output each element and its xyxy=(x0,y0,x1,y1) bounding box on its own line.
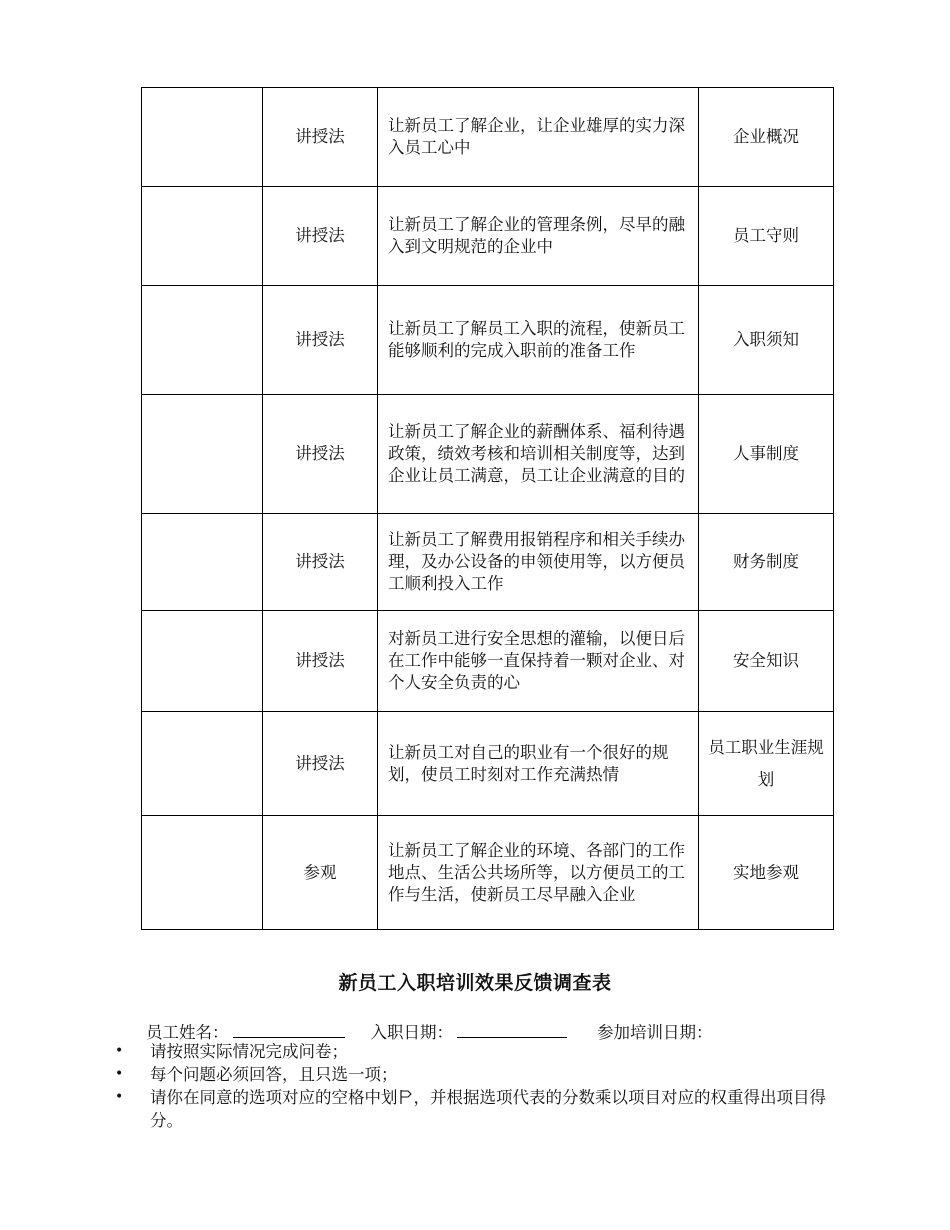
bullet-icon: • xyxy=(115,1043,124,1059)
method-cell: 讲授法 xyxy=(263,395,378,514)
topic-cell: 入职须知 xyxy=(699,286,834,395)
method-cell: 讲授法 xyxy=(263,611,378,712)
blank-cell xyxy=(142,88,263,187)
blank-cell xyxy=(142,286,263,395)
table-row xyxy=(142,816,834,930)
blank-cell xyxy=(142,514,263,611)
topic-cell: 人事制度 xyxy=(699,395,834,514)
table-row xyxy=(142,514,834,611)
table-row xyxy=(142,286,834,395)
purpose-cell: 让新员工了解企业的管理条例，尽早的融入到文明规范的企业中 xyxy=(378,187,699,286)
method-cell: 讲授法 xyxy=(263,286,378,395)
blank-cell xyxy=(142,187,263,286)
list-item xyxy=(112,1040,852,1063)
survey-title: 新员工入职培训效果反馈调查表 xyxy=(338,972,612,994)
table-row xyxy=(142,395,834,514)
employee-name-blank[interactable] xyxy=(233,1019,345,1038)
employee-name-label: 员工姓名： xyxy=(146,1023,229,1042)
table-row xyxy=(142,187,834,286)
instruction-text: 请你在同意的选项对应的空格中划 xyxy=(150,1088,398,1107)
instruction-text-cont: ，并根据选项代表的分数乘以项目对应的权重得出项目得分。 xyxy=(150,1088,826,1130)
table-row xyxy=(142,611,834,712)
flag-icon xyxy=(399,1089,413,1105)
topic-cell: 员工职业生涯规划 xyxy=(699,712,834,816)
method-cell: 讲授法 xyxy=(263,712,378,816)
method-cell: 讲授法 xyxy=(263,514,378,611)
purpose-cell: 让新员工对自己的职业有一个很好的规划，使员工时刻对工作充满热情 xyxy=(378,712,699,816)
list-item xyxy=(112,1086,852,1132)
table-row xyxy=(142,88,834,187)
instruction-list xyxy=(112,1040,852,1132)
method-cell: 讲授法 xyxy=(263,88,378,187)
blank-cell xyxy=(142,816,263,930)
bullet-icon: • xyxy=(115,1089,124,1105)
method-cell: 讲授法 xyxy=(263,187,378,286)
instruction-text: 每个问题必须回答，且只选一项； xyxy=(150,1065,398,1084)
blank-cell xyxy=(142,611,263,712)
table-row xyxy=(142,712,834,816)
entry-date-label: 入职日期： xyxy=(370,1023,453,1042)
blank-cell xyxy=(142,712,263,816)
topic-cell: 员工守则 xyxy=(699,187,834,286)
training-content-table xyxy=(141,87,834,930)
topic-cell: 安全知识 xyxy=(699,611,834,712)
purpose-cell: 让新员工了解企业的薪酬体系、福利待遇政策，绩效考核和培训相关制度等，达到企业让员工满意，员工让企业满意的目的 xyxy=(378,395,699,514)
purpose-cell: 让新员工了解费用报销程序和相关手续办理，及办公设备的申领使用等，以方便员工顺利投入工作 xyxy=(378,514,699,611)
training-date-label: 参加培训日期： xyxy=(597,1023,713,1042)
topic-cell: 企业概况 xyxy=(699,88,834,187)
purpose-cell: 让新员工了解员工入职的流程，使新员工能够顺利的完成入职前的准备工作 xyxy=(378,286,699,395)
list-item xyxy=(112,1063,852,1086)
topic-cell: 实地参观 xyxy=(699,816,834,930)
purpose-cell: 对新员工进行安全思想的灌输，以便日后在工作中能够一直保持着一颗对企业、对个人安全负责的心 xyxy=(378,611,699,712)
topic-cell: 财务制度 xyxy=(699,514,834,611)
bullet-icon: • xyxy=(115,1066,124,1082)
instruction-text: 请按照实际情况完成问卷； xyxy=(150,1042,348,1061)
purpose-cell: 让新员工了解企业的环境、各部门的工作地点、生活公共场所等，以方便员工的工作与生活，使新员工尽早融入企业 xyxy=(378,816,699,930)
blank-cell xyxy=(142,395,263,514)
purpose-cell: 让新员工了解企业，让企业雄厚的实力深入员工心中 xyxy=(378,88,699,187)
entry-date-blank[interactable] xyxy=(457,1019,567,1038)
method-cell: 参观 xyxy=(263,816,378,930)
